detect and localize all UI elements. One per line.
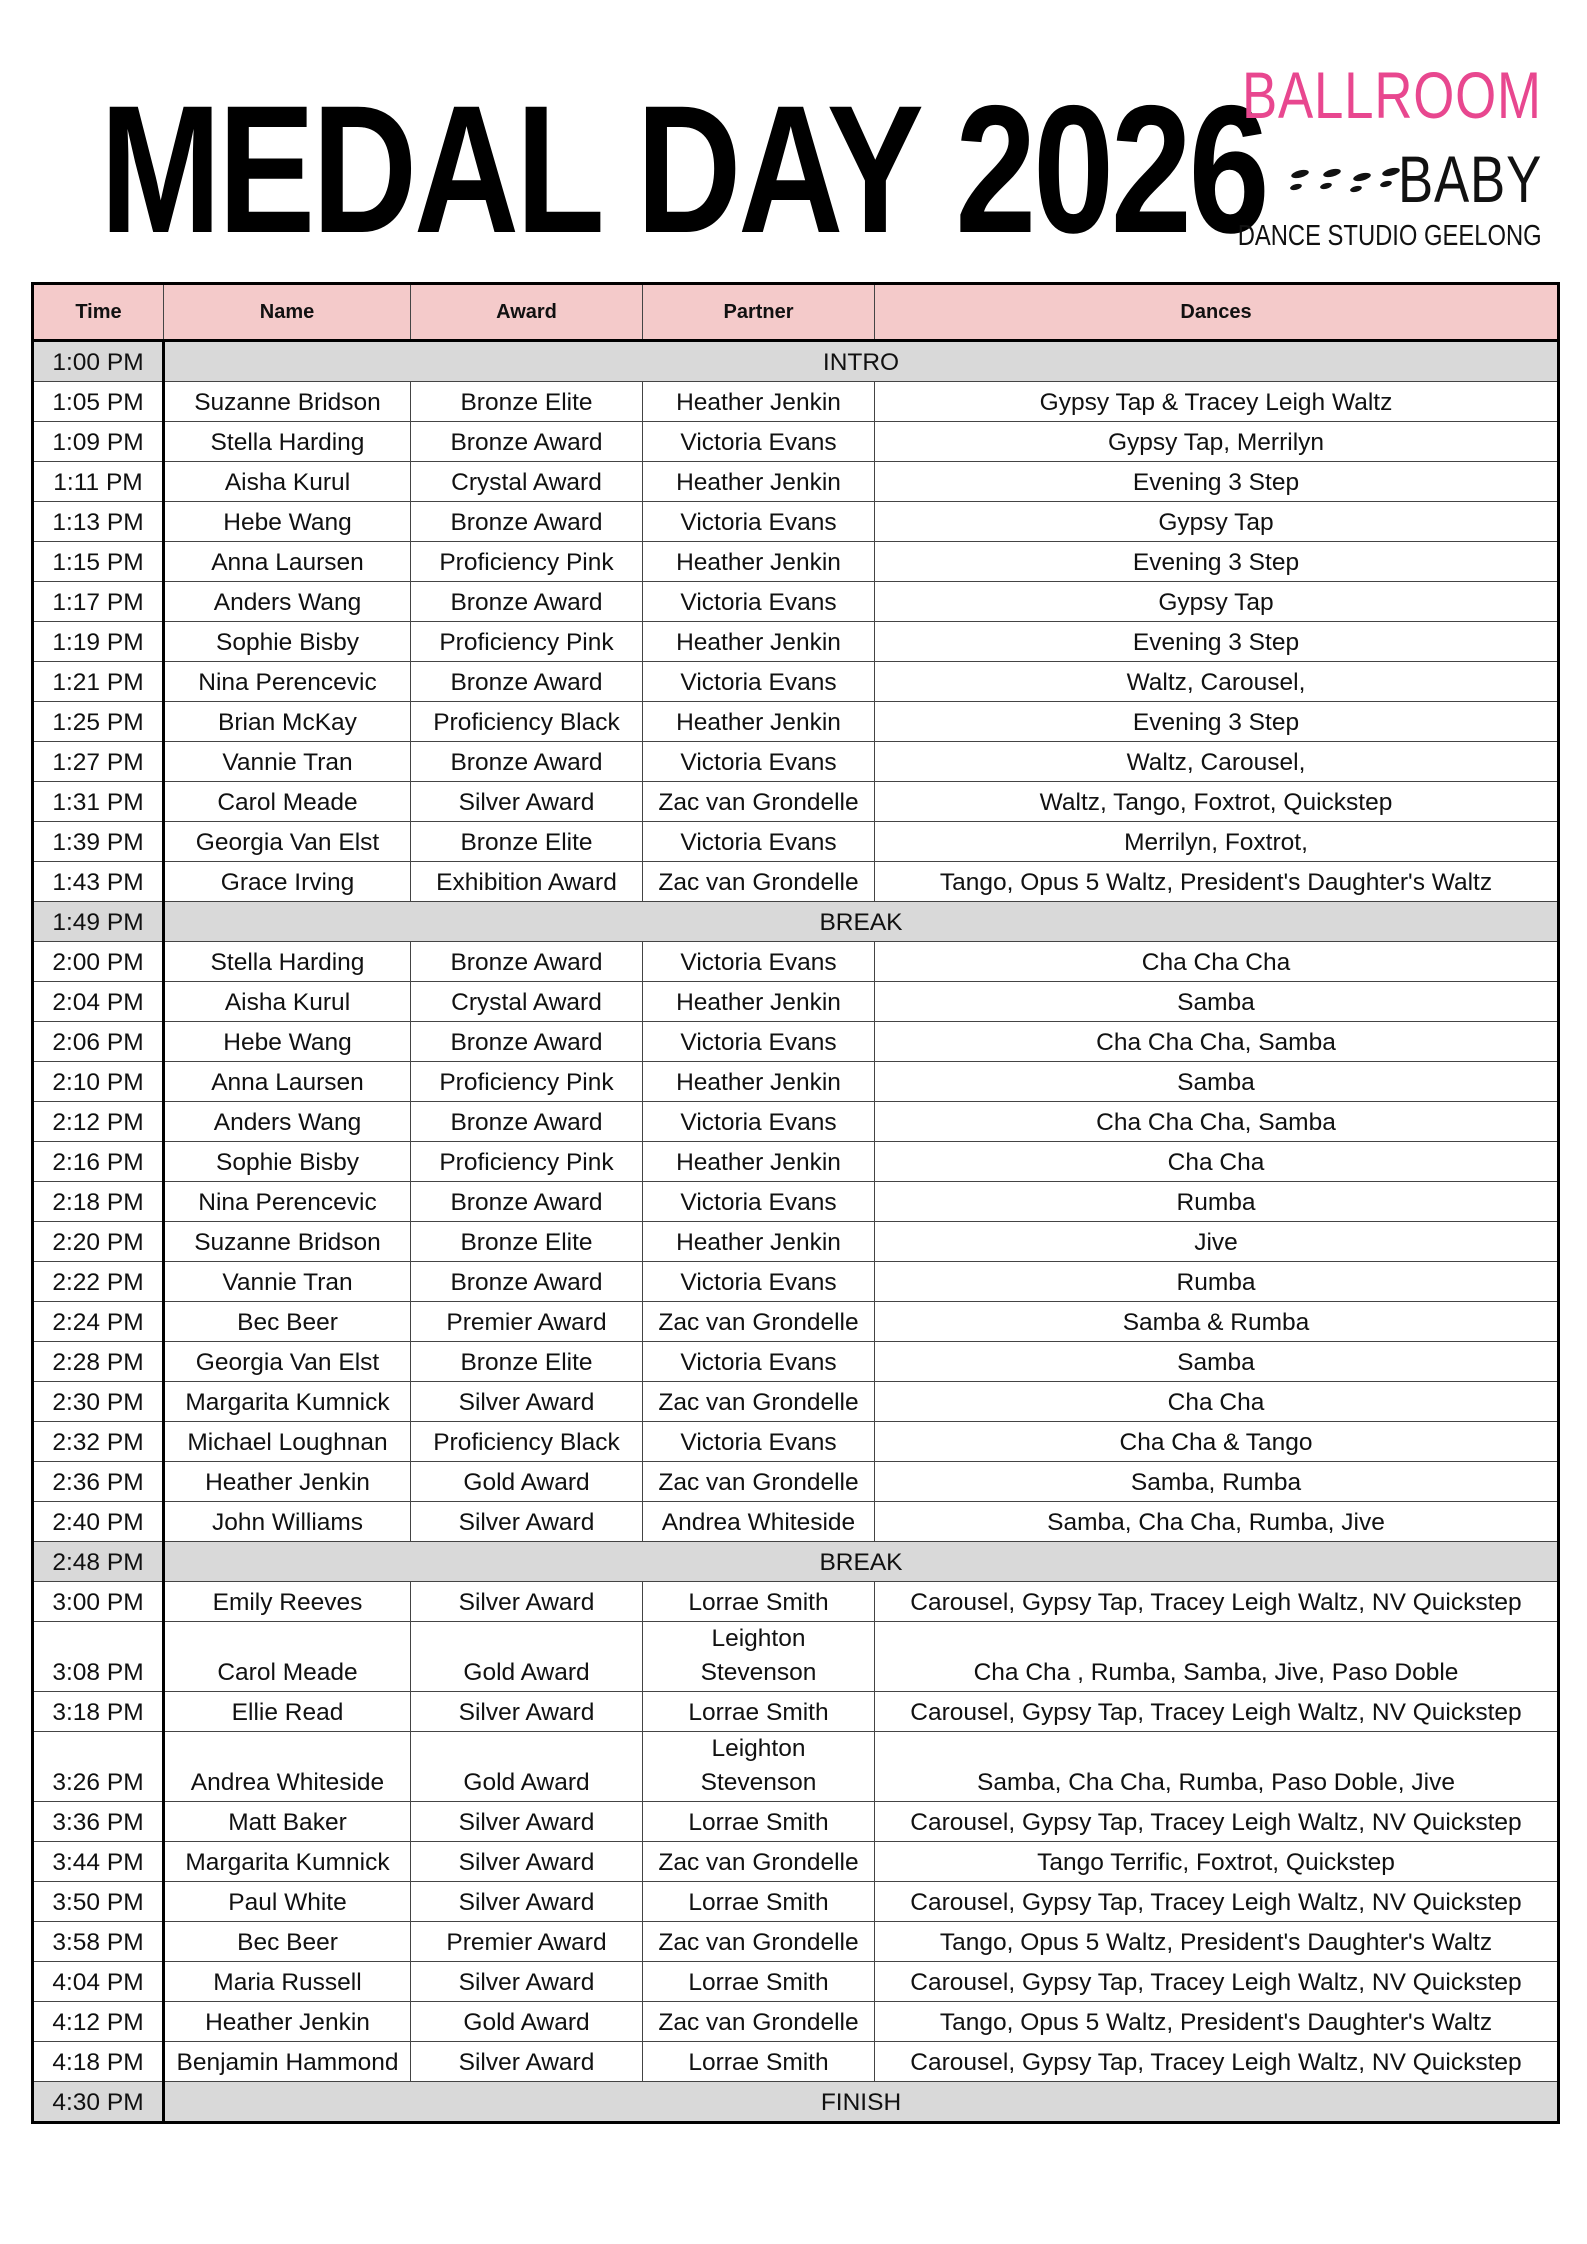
award-cell: Proficiency Pink: [411, 622, 643, 662]
separator-label: FINISH: [164, 2082, 1559, 2123]
name-cell: Bec Beer: [164, 1922, 411, 1962]
award-cell: Bronze Award: [411, 422, 643, 462]
award-cell: Bronze Award: [411, 502, 643, 542]
award-cell: Bronze Elite: [411, 382, 643, 422]
table-row: [33, 782, 1559, 822]
partner-cell: Zac van Grondelle: [643, 1922, 875, 1962]
award-cell: Bronze Award: [411, 1262, 643, 1302]
partner-cell: Lorrae Smith: [643, 1802, 875, 1842]
time-cell: 1:39 PM: [33, 822, 164, 862]
dances-cell: Samba: [875, 1342, 1559, 1382]
award-cell: Bronze Award: [411, 662, 643, 702]
partner-cell: Heather Jenkin: [643, 462, 875, 502]
name-cell: Heather Jenkin: [164, 1462, 411, 1502]
partner-cell: Victoria Evans: [643, 742, 875, 782]
time-cell: 2:04 PM: [33, 982, 164, 1022]
time-cell: 2:00 PM: [33, 942, 164, 982]
name-cell: Stella Harding: [164, 422, 411, 462]
dances-cell: Evening 3 Step: [875, 702, 1559, 742]
dances-cell: Tango, Opus 5 Waltz, President's Daughter's Waltz: [875, 2002, 1559, 2042]
partner-cell: Zac van Grondelle: [643, 782, 875, 822]
page-title: MEDAL DAY 2026: [100, 67, 1267, 271]
name-cell: Aisha Kurul: [164, 982, 411, 1022]
dances-cell: Cha Cha Cha, Samba: [875, 1102, 1559, 1142]
separator-row: [33, 341, 1559, 382]
dances-cell: Evening 3 Step: [875, 462, 1559, 502]
partner-cell: Heather Jenkin: [643, 542, 875, 582]
award-cell: Silver Award: [411, 1842, 643, 1882]
award-cell: Bronze Award: [411, 942, 643, 982]
dances-cell: Cha Cha: [875, 1382, 1559, 1422]
time-cell: 1:00 PM: [33, 341, 164, 382]
partner-cell: Victoria Evans: [643, 1262, 875, 1302]
column-header-partner: Partner: [643, 284, 875, 341]
column-header-name: Name: [164, 284, 411, 341]
dances-cell: Carousel, Gypsy Tap, Tracey Leigh Waltz, NV Quickstep: [875, 1882, 1559, 1922]
table-row: [33, 1922, 1559, 1962]
time-cell: 3:44 PM: [33, 1842, 164, 1882]
award-cell: Silver Award: [411, 1692, 643, 1732]
partner-cell: Lorrae Smith: [643, 1882, 875, 1922]
dances-cell: Gypsy Tap & Tracey Leigh Waltz: [875, 382, 1559, 422]
partner-cell: Leighton Stevenson: [643, 1622, 875, 1692]
dances-cell: Evening 3 Step: [875, 542, 1559, 582]
name-cell: Sophie Bisby: [164, 1142, 411, 1182]
table-row: [33, 1582, 1559, 1622]
time-cell: 3:58 PM: [33, 1922, 164, 1962]
dances-cell: Gypsy Tap: [875, 582, 1559, 622]
logo-baby-text: BABY: [1397, 142, 1542, 216]
table-row: [33, 1342, 1559, 1382]
table-row: [33, 1692, 1559, 1732]
award-cell: Bronze Elite: [411, 1342, 643, 1382]
time-cell: 1:15 PM: [33, 542, 164, 582]
schedule-body: [33, 341, 1559, 2123]
dances-cell: Cha Cha Cha, Samba: [875, 1022, 1559, 1062]
column-header-award: Award: [411, 284, 643, 341]
award-cell: Proficiency Black: [411, 1422, 643, 1462]
time-cell: 1:25 PM: [33, 702, 164, 742]
name-cell: Nina Perencevic: [164, 662, 411, 702]
table-row: [33, 1502, 1559, 1542]
separator-row: [33, 1542, 1559, 1582]
time-cell: 4:18 PM: [33, 2042, 164, 2082]
name-cell: Aisha Kurul: [164, 462, 411, 502]
partner-cell: Heather Jenkin: [643, 1062, 875, 1102]
partner-cell: Victoria Evans: [643, 1182, 875, 1222]
dances-cell: Rumba: [875, 1182, 1559, 1222]
dances-cell: Tango, Opus 5 Waltz, President's Daughter's Waltz: [875, 1922, 1559, 1962]
name-cell: John Williams: [164, 1502, 411, 1542]
logo-ballroom-text: BALLROOM: [1242, 58, 1542, 132]
name-cell: Suzanne Bridson: [164, 1222, 411, 1262]
partner-cell: Victoria Evans: [643, 662, 875, 702]
time-cell: 1:09 PM: [33, 422, 164, 462]
name-cell: Carol Meade: [164, 782, 411, 822]
partner-cell: Victoria Evans: [643, 422, 875, 462]
dances-cell: Rumba: [875, 1262, 1559, 1302]
time-cell: 3:00 PM: [33, 1582, 164, 1622]
name-cell: Heather Jenkin: [164, 2002, 411, 2042]
name-cell: Anders Wang: [164, 1102, 411, 1142]
award-cell: Gold Award: [411, 1622, 643, 1692]
name-cell: Anna Laursen: [164, 542, 411, 582]
award-cell: Crystal Award: [411, 982, 643, 1022]
name-cell: Hebe Wang: [164, 502, 411, 542]
partner-cell: Zac van Grondelle: [643, 2002, 875, 2042]
table-row: [33, 1732, 1559, 1802]
award-cell: Exhibition Award: [411, 862, 643, 902]
time-cell: 1:11 PM: [33, 462, 164, 502]
name-cell: Stella Harding: [164, 942, 411, 982]
award-cell: Gold Award: [411, 2002, 643, 2042]
table-row: [33, 1302, 1559, 1342]
table-row: [33, 1062, 1559, 1102]
table-header-row: [33, 284, 1559, 341]
table-row: [33, 382, 1559, 422]
award-cell: Proficiency Pink: [411, 1062, 643, 1102]
award-cell: Silver Award: [411, 1962, 643, 2002]
award-cell: Gold Award: [411, 1462, 643, 1502]
dances-cell: Waltz, Carousel,: [875, 742, 1559, 782]
time-cell: 4:04 PM: [33, 1962, 164, 2002]
dances-cell: Samba, Cha Cha, Rumba, Jive: [875, 1502, 1559, 1542]
name-cell: Nina Perencevic: [164, 1182, 411, 1222]
footprints-icon: [1288, 158, 1403, 198]
name-cell: Vannie Tran: [164, 1262, 411, 1302]
partner-cell: Zac van Grondelle: [643, 1842, 875, 1882]
table-row: [33, 1802, 1559, 1842]
table-row: [33, 462, 1559, 502]
dances-cell: Carousel, Gypsy Tap, Tracey Leigh Waltz, NV Quickstep: [875, 1802, 1559, 1842]
table-row: [33, 1262, 1559, 1302]
time-cell: 2:12 PM: [33, 1102, 164, 1142]
name-cell: Georgia Van Elst: [164, 1342, 411, 1382]
table-row: [33, 1102, 1559, 1142]
dances-cell: Tango Terrific, Foxtrot, Quickstep: [875, 1842, 1559, 1882]
table-row: [33, 502, 1559, 542]
partner-cell: Heather Jenkin: [643, 702, 875, 742]
column-header-dances: Dances: [875, 284, 1559, 341]
dances-cell: Carousel, Gypsy Tap, Tracey Leigh Waltz, NV Quickstep: [875, 2042, 1559, 2082]
table-row: [33, 862, 1559, 902]
partner-cell: Andrea Whiteside: [643, 1502, 875, 1542]
dances-cell: Waltz, Carousel,: [875, 662, 1559, 702]
partner-cell: Victoria Evans: [643, 822, 875, 862]
separator-label: BREAK: [164, 902, 1559, 942]
partner-cell: Victoria Evans: [643, 942, 875, 982]
award-cell: Bronze Award: [411, 1102, 643, 1142]
name-cell: Benjamin Hammond: [164, 2042, 411, 2082]
partner-cell: Lorrae Smith: [643, 2042, 875, 2082]
table-row: [33, 982, 1559, 1022]
table-row: [33, 582, 1559, 622]
name-cell: Margarita Kumnick: [164, 1842, 411, 1882]
dances-cell: Evening 3 Step: [875, 622, 1559, 662]
time-cell: 3:08 PM: [33, 1622, 164, 1692]
dances-cell: Cha Cha & Tango: [875, 1422, 1559, 1462]
time-cell: 2:16 PM: [33, 1142, 164, 1182]
separator-label: BREAK: [164, 1542, 1559, 1582]
table-row: [33, 1142, 1559, 1182]
table-row: [33, 1842, 1559, 1882]
table-row: [33, 1182, 1559, 1222]
dances-cell: Waltz, Tango, Foxtrot, Quickstep: [875, 782, 1559, 822]
award-cell: Proficiency Black: [411, 702, 643, 742]
award-cell: Bronze Award: [411, 1182, 643, 1222]
table-row: [33, 1462, 1559, 1502]
name-cell: Vannie Tran: [164, 742, 411, 782]
name-cell: Suzanne Bridson: [164, 382, 411, 422]
name-cell: Michael Loughnan: [164, 1422, 411, 1462]
partner-cell: Heather Jenkin: [643, 382, 875, 422]
partner-cell: Heather Jenkin: [643, 622, 875, 662]
partner-cell: Lorrae Smith: [643, 1692, 875, 1732]
table-row: [33, 1382, 1559, 1422]
name-cell: Ellie Read: [164, 1692, 411, 1732]
name-cell: Carol Meade: [164, 1622, 411, 1692]
separator-row: [33, 2082, 1559, 2123]
table-row: [33, 822, 1559, 862]
time-cell: 2:40 PM: [33, 1502, 164, 1542]
time-cell: 1:17 PM: [33, 582, 164, 622]
time-cell: 3:26 PM: [33, 1732, 164, 1802]
award-cell: Bronze Award: [411, 582, 643, 622]
time-cell: 2:36 PM: [33, 1462, 164, 1502]
time-cell: 2:22 PM: [33, 1262, 164, 1302]
table-row: [33, 1222, 1559, 1262]
separator-row: [33, 902, 1559, 942]
name-cell: Andrea Whiteside: [164, 1732, 411, 1802]
partner-cell: Zac van Grondelle: [643, 862, 875, 902]
time-cell: 1:27 PM: [33, 742, 164, 782]
partner-cell: Victoria Evans: [643, 1422, 875, 1462]
table-row: [33, 1882, 1559, 1922]
dances-cell: Jive: [875, 1222, 1559, 1262]
table-row: [33, 1022, 1559, 1062]
name-cell: Brian McKay: [164, 702, 411, 742]
name-cell: Margarita Kumnick: [164, 1382, 411, 1422]
time-cell: 3:36 PM: [33, 1802, 164, 1842]
dances-cell: Samba & Rumba: [875, 1302, 1559, 1342]
dances-cell: Tango, Opus 5 Waltz, President's Daughter's Waltz: [875, 862, 1559, 902]
partner-cell: Zac van Grondelle: [643, 1462, 875, 1502]
dances-cell: Cha Cha Cha: [875, 942, 1559, 982]
partner-cell: Victoria Evans: [643, 502, 875, 542]
award-cell: Premier Award: [411, 1922, 643, 1962]
partner-cell: Victoria Evans: [643, 1102, 875, 1142]
time-cell: 2:18 PM: [33, 1182, 164, 1222]
award-cell: Bronze Elite: [411, 822, 643, 862]
award-cell: Premier Award: [411, 1302, 643, 1342]
dances-cell: Cha Cha , Rumba, Samba, Jive, Paso Doble: [875, 1622, 1559, 1692]
time-cell: 4:12 PM: [33, 2002, 164, 2042]
table-row: [33, 1622, 1559, 1692]
award-cell: Bronze Elite: [411, 1222, 643, 1262]
name-cell: Matt Baker: [164, 1802, 411, 1842]
award-cell: Silver Award: [411, 1382, 643, 1422]
schedule-table: [31, 282, 1560, 2124]
column-header-time: Time: [33, 284, 164, 341]
partner-cell: Victoria Evans: [643, 1342, 875, 1382]
partner-cell: Zac van Grondelle: [643, 1302, 875, 1342]
dances-cell: Samba: [875, 1062, 1559, 1102]
dances-cell: Gypsy Tap, Merrilyn: [875, 422, 1559, 462]
table-row: [33, 702, 1559, 742]
dances-cell: Cha Cha: [875, 1142, 1559, 1182]
separator-label: INTRO: [164, 341, 1559, 382]
time-cell: 1:05 PM: [33, 382, 164, 422]
time-cell: 1:19 PM: [33, 622, 164, 662]
table-row: [33, 1422, 1559, 1462]
partner-cell: Zac van Grondelle: [643, 1382, 875, 1422]
name-cell: Anders Wang: [164, 582, 411, 622]
award-cell: Proficiency Pink: [411, 1142, 643, 1182]
partner-cell: Victoria Evans: [643, 1022, 875, 1062]
name-cell: Bec Beer: [164, 1302, 411, 1342]
dances-cell: Carousel, Gypsy Tap, Tracey Leigh Waltz, NV Quickstep: [875, 1582, 1559, 1622]
award-cell: Bronze Award: [411, 1022, 643, 1062]
name-cell: Georgia Van Elst: [164, 822, 411, 862]
table-row: [33, 662, 1559, 702]
table-row: [33, 1962, 1559, 2002]
partner-cell: Heather Jenkin: [643, 1142, 875, 1182]
name-cell: Maria Russell: [164, 1962, 411, 2002]
award-cell: Silver Award: [411, 1582, 643, 1622]
dances-cell: Samba: [875, 982, 1559, 1022]
award-cell: Silver Award: [411, 782, 643, 822]
table-row: [33, 2002, 1559, 2042]
name-cell: Emily Reeves: [164, 1582, 411, 1622]
time-cell: 2:48 PM: [33, 1542, 164, 1582]
table-row: [33, 422, 1559, 462]
time-cell: 2:32 PM: [33, 1422, 164, 1462]
time-cell: 2:30 PM: [33, 1382, 164, 1422]
time-cell: 1:49 PM: [33, 902, 164, 942]
partner-cell: Lorrae Smith: [643, 1582, 875, 1622]
time-cell: 1:21 PM: [33, 662, 164, 702]
award-cell: Silver Award: [411, 1502, 643, 1542]
dances-cell: Gypsy Tap: [875, 502, 1559, 542]
award-cell: Crystal Award: [411, 462, 643, 502]
award-cell: Proficiency Pink: [411, 542, 643, 582]
name-cell: Paul White: [164, 1882, 411, 1922]
studio-logo: [1238, 58, 1542, 262]
time-cell: 4:30 PM: [33, 2082, 164, 2123]
logo-studio-text: DANCE STUDIO GEELONG: [1238, 220, 1542, 252]
name-cell: Anna Laursen: [164, 1062, 411, 1102]
time-cell: 2:24 PM: [33, 1302, 164, 1342]
dances-cell: Carousel, Gypsy Tap, Tracey Leigh Waltz, NV Quickstep: [875, 1692, 1559, 1732]
dances-cell: Carousel, Gypsy Tap, Tracey Leigh Waltz, NV Quickstep: [875, 1962, 1559, 2002]
time-cell: 1:31 PM: [33, 782, 164, 822]
time-cell: 2:28 PM: [33, 1342, 164, 1382]
partner-cell: Heather Jenkin: [643, 1222, 875, 1262]
partner-cell: Heather Jenkin: [643, 982, 875, 1022]
time-cell: 2:06 PM: [33, 1022, 164, 1062]
table-row: [33, 2042, 1559, 2082]
award-cell: Gold Award: [411, 1732, 643, 1802]
dances-cell: Samba, Cha Cha, Rumba, Paso Doble, Jive: [875, 1732, 1559, 1802]
name-cell: Grace Irving: [164, 862, 411, 902]
partner-cell: Lorrae Smith: [643, 1962, 875, 2002]
name-cell: Sophie Bisby: [164, 622, 411, 662]
time-cell: 1:13 PM: [33, 502, 164, 542]
award-cell: Bronze Award: [411, 742, 643, 782]
partner-cell: Victoria Evans: [643, 582, 875, 622]
dances-cell: Samba, Rumba: [875, 1462, 1559, 1502]
award-cell: Silver Award: [411, 1882, 643, 1922]
time-cell: 3:50 PM: [33, 1882, 164, 1922]
award-cell: Silver Award: [411, 2042, 643, 2082]
table-row: [33, 622, 1559, 662]
time-cell: 3:18 PM: [33, 1692, 164, 1732]
time-cell: 2:20 PM: [33, 1222, 164, 1262]
table-row: [33, 942, 1559, 982]
table-row: [33, 542, 1559, 582]
name-cell: Hebe Wang: [164, 1022, 411, 1062]
partner-cell: Leighton Stevenson: [643, 1732, 875, 1802]
time-cell: 2:10 PM: [33, 1062, 164, 1102]
dances-cell: Merrilyn, Foxtrot,: [875, 822, 1559, 862]
table-row: [33, 742, 1559, 782]
award-cell: Silver Award: [411, 1802, 643, 1842]
time-cell: 1:43 PM: [33, 862, 164, 902]
